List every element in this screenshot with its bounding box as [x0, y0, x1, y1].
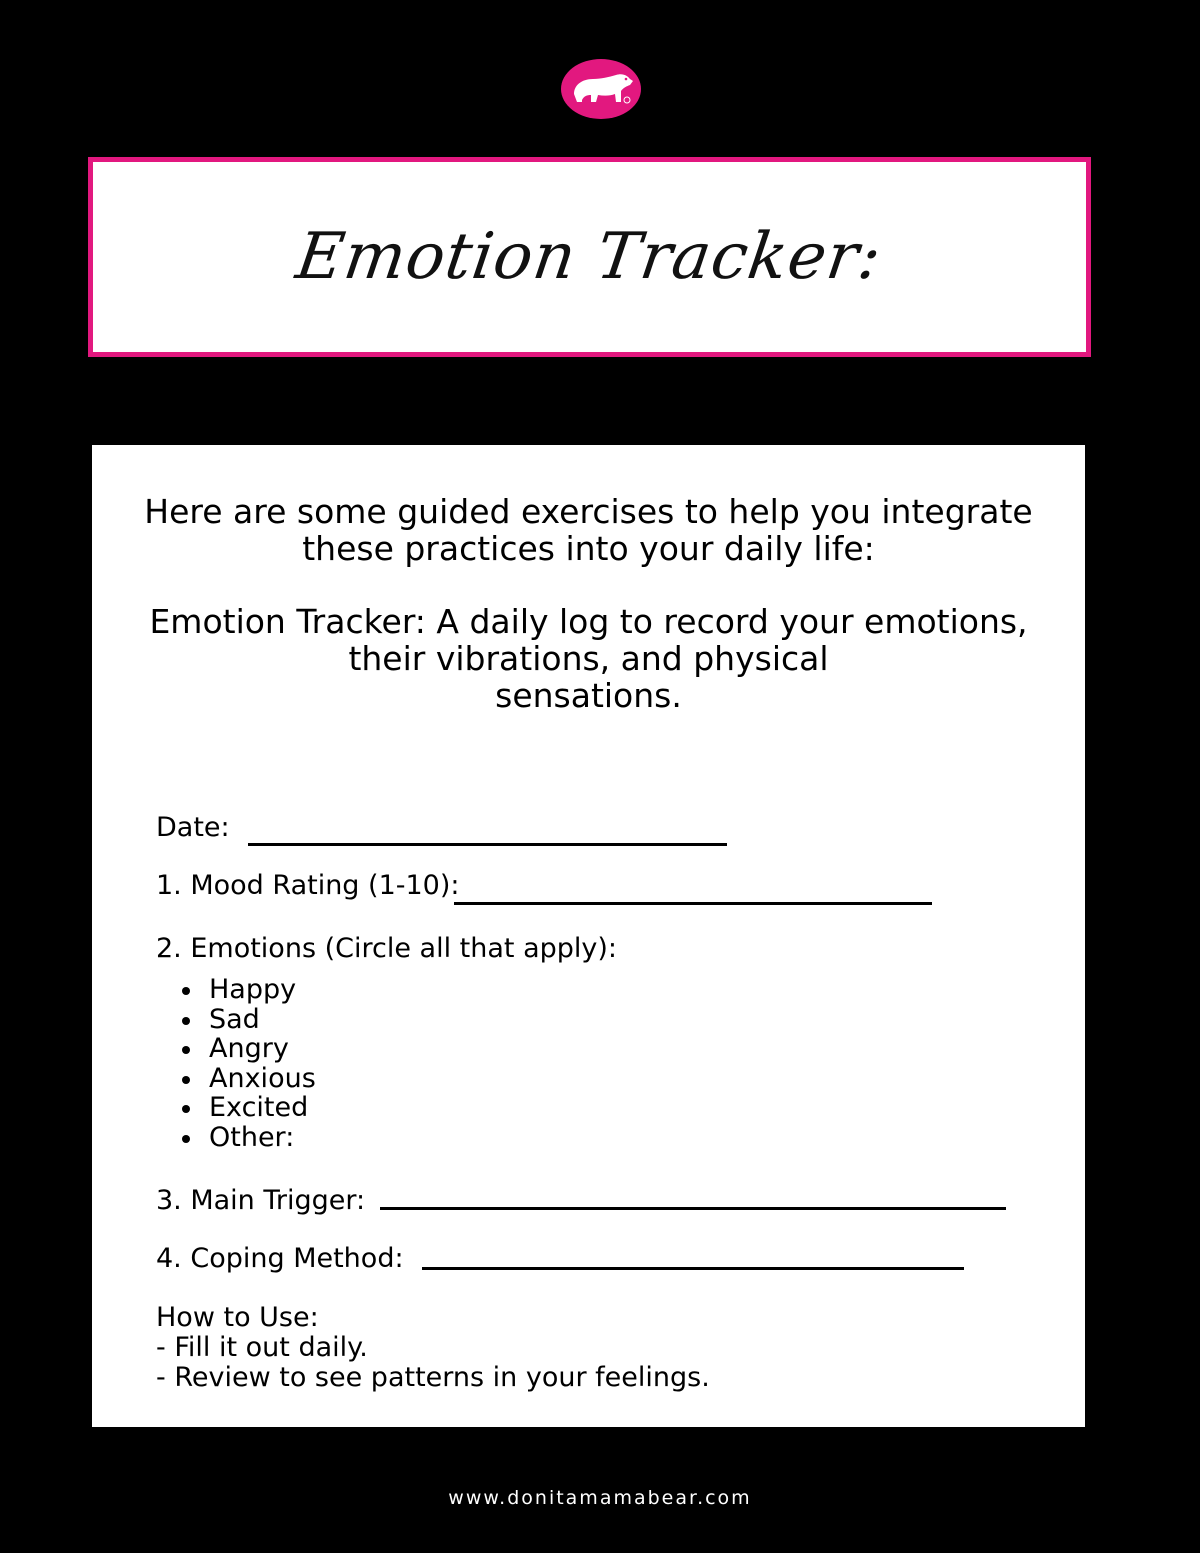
how-to-step: - Review to see patterns in your feelings.: [156, 1362, 710, 1393]
coping-input-line[interactable]: [422, 1267, 964, 1270]
list-item[interactable]: Excited: [182, 1093, 316, 1123]
tracker-card: [92, 445, 1085, 1427]
how-to-step: - Fill it out daily.: [156, 1332, 368, 1363]
list-item[interactable]: Happy: [182, 975, 316, 1005]
coping-field: [156, 1243, 404, 1275]
footer-url[interactable]: www.donitamamabear.com: [448, 1487, 752, 1509]
date-field: [156, 812, 230, 844]
title-banner: [88, 157, 1091, 357]
intro-line: these practices into your daily life:: [302, 529, 875, 568]
how-to-use: [156, 1303, 710, 1393]
list-item[interactable]: Sad: [182, 1005, 316, 1035]
emotions-list: [182, 975, 316, 1152]
intro-line: their vibrations, and physical: [348, 639, 829, 678]
coping-label: 4. Coping Method:: [156, 1243, 404, 1274]
mood-field: [156, 870, 459, 902]
tracker-description: [92, 603, 1085, 714]
date-input-line[interactable]: [248, 843, 727, 846]
intro-text: [92, 493, 1085, 567]
mood-input-line[interactable]: [454, 902, 932, 905]
logo: [560, 58, 642, 120]
polar-bear-icon: [560, 58, 642, 120]
list-item[interactable]: Angry: [182, 1034, 316, 1064]
date-label: Date:: [156, 812, 230, 843]
how-to-heading: How to Use:: [156, 1302, 319, 1333]
trigger-label: 3. Main Trigger:: [156, 1185, 366, 1216]
list-item[interactable]: Other:: [182, 1123, 316, 1153]
mood-label: 1. Mood Rating (1-10):: [156, 870, 460, 901]
trigger-field: [156, 1185, 365, 1217]
intro-line: sensations.: [495, 676, 682, 715]
emotions-label: 2. Emotions (Circle all that apply):: [156, 933, 618, 964]
page-title: Emotion Tracker:: [292, 220, 887, 294]
intro-line: Here are some guided exercises to help you integrate: [144, 492, 1033, 531]
trigger-input-line[interactable]: [380, 1207, 1006, 1210]
list-item[interactable]: Anxious: [182, 1064, 316, 1094]
intro-line: Emotion Tracker: A daily log to record your emotions,: [149, 602, 1028, 641]
